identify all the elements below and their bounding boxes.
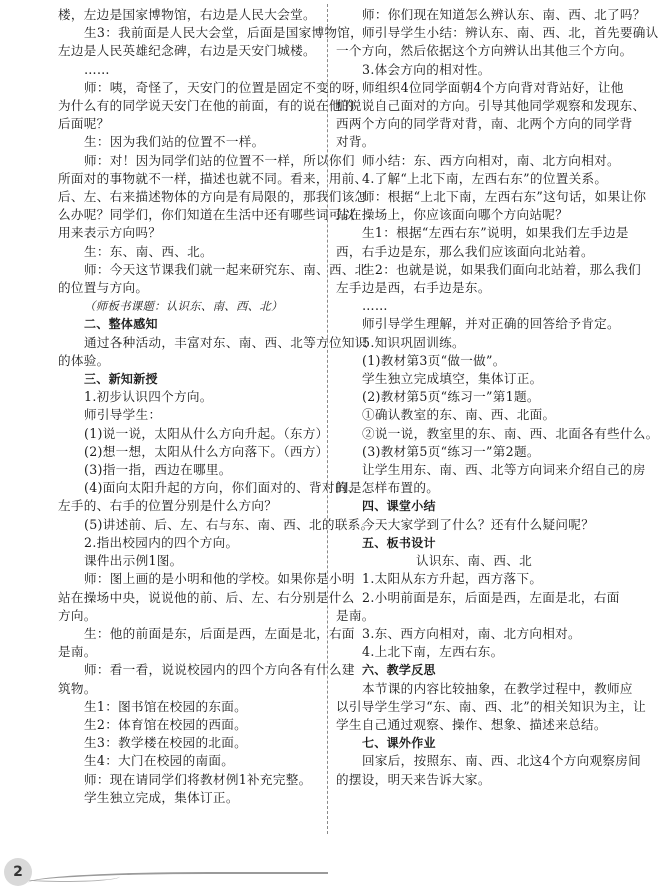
text-line: 为什么有的同学说天安门在他的前面，有的说在他的 <box>58 98 355 114</box>
text-line: (2)想一想，太阳从什么方向落下。（西方） <box>84 443 329 459</box>
text-line: 生：因为我们站的位置不一样。 <box>84 134 265 150</box>
text-line: 楼，左边是国家博物馆，右边是人民大会堂。 <box>58 7 316 22</box>
text-line: 本节课的内容比较抽象，在教学过程中，教师应 <box>362 680 633 696</box>
section-heading: 四、课堂小结 <box>362 499 436 514</box>
text-line: 方向。 <box>58 607 97 623</box>
text-line: 生1：图书馆在校园的东面。 <box>84 698 248 714</box>
text-line: 生2：也就是说，如果我们面向北站着，那么我们 <box>362 261 642 277</box>
footer-swoosh <box>28 872 328 890</box>
text-line: (4)面向太阳升起的方向，你们面对的、背对的、 <box>84 480 361 496</box>
text-line: 学生自己通过观察、操作、想象、描述来总结。 <box>336 716 607 732</box>
text-line: 师：图上画的是小明和他的学校。如果你是小明 <box>84 571 355 587</box>
section-heading: 二、整体感知 <box>84 317 158 332</box>
page-footer <box>0 852 646 892</box>
text-line: 师小结：东、西方向相对，南、北方向相对。 <box>362 152 620 168</box>
text-line: 通过各种活动，丰富对东、南、西、北等方位知识 <box>84 334 368 350</box>
text-line: 生2：体育馆在校园的西面。 <box>84 716 248 732</box>
text-line: （师板书课题：认识东、南、西、北） <box>84 299 283 314</box>
text-line: 站在操场上，你应该面向哪个方向站呢？ <box>336 207 569 223</box>
text-line: 师组织4位同学面朝4个方向背对背站好，让他 <box>362 79 624 95</box>
text-line: 筑物。 <box>58 680 97 696</box>
text-line: 西，右手边是东，那么我们应该面向北站着。 <box>336 243 594 259</box>
text-line: 生4：大门在校园的南面。 <box>84 753 235 769</box>
text-line: 是南。 <box>58 644 97 660</box>
right-column <box>336 6 659 789</box>
text-line: 生：东、南、西、北。 <box>84 243 213 259</box>
text-line: (3)教材第5页“练习一”第2题。 <box>362 443 540 459</box>
text-line: 的摆设，明天来告诉大家。 <box>336 771 491 787</box>
text-line: 么办呢？同学们，你们知道在生活中还有哪些词可以 <box>58 207 355 223</box>
text-line: 师：今天这节课我们就一起来研究东、南、西、北 <box>84 261 368 277</box>
page-number: 2 <box>4 858 32 886</box>
text-line: 西两个方向的同学背对背，南、北两个方向的同学背 <box>336 116 633 132</box>
text-line: 师：你们现在知道怎么辨认东、南、西、北了吗？ <box>362 7 646 22</box>
text-line: 让学生用东、南、西、北等方向词来介绍自己的房 <box>362 462 646 478</box>
text-line: (5)讲述前、后、左、右与东、南、西、北的联系。 <box>84 516 374 532</box>
text-line: 生3：教学楼在校园的北面。 <box>84 735 248 751</box>
section-heading: 七、课外作业 <box>362 736 436 751</box>
text-line: 2.指出校园内的四个方向。 <box>84 534 239 550</box>
text-line: 3.体会方向的相对性。 <box>362 61 491 77</box>
section-heading: 三、新知新授 <box>84 372 158 387</box>
text-line: 左手边是西，右手边是东。 <box>336 280 491 296</box>
column-divider <box>327 4 328 834</box>
text-line: 左边是人民英雄纪念碑，右边是天安门城楼。 <box>58 43 316 59</box>
text-line: (1)教材第3页“做一做”。 <box>362 352 506 368</box>
text-line: 生：他的前面是东，后面是西，左面是北，右面 <box>84 625 355 641</box>
text-line: 生3：我前面是人民大会堂，后面是国家博物馆， <box>84 25 364 41</box>
text-line: 的位置与方向。 <box>58 280 149 296</box>
text-line: 对背。 <box>336 134 375 150</box>
text-line: 师：咦，奇怪了，天安门的位置是固定不变的呀， <box>84 79 368 95</box>
text-line: (3)指一指，西边在哪里。 <box>84 462 232 478</box>
text-line: …… <box>84 61 110 77</box>
text-line: 学生独立完成，集体订正。 <box>84 789 239 805</box>
text-line: ②说一说，教室里的东、南、西、北面各有些什么。 <box>362 425 659 441</box>
text-line: 师：看一看，说说校园内的四个方向各有什么建 <box>84 662 355 678</box>
text-line: 间是怎样布置的。 <box>336 480 440 496</box>
text-line: 5.知识巩固训练。 <box>362 334 465 350</box>
text-line: 站在操场中央，说说他的前、后、左、右分别是什么 <box>58 589 355 605</box>
text-line: 的体验。 <box>58 352 110 368</box>
text-line: 回家后，按照东、南、西、北这4个方向观察房间 <box>362 753 642 769</box>
text-line: 一个方向，然后依据这个方向辨认出其他三个方向。 <box>336 43 633 59</box>
text-line: 师：根据“上北下南，左西右东”这句话，如果让你 <box>362 189 647 205</box>
text-line: 1.太阳从东方升起，西方落下。 <box>362 571 543 587</box>
text-line: 3.东、西方向相对，南、北方向相对。 <box>362 625 581 641</box>
text-line: (1)说一说，太阳从什么方向升起。（东方） <box>84 425 329 441</box>
text-line: 用来表示方向吗？ <box>58 225 162 241</box>
text-line: 认识东、南、西、北 <box>415 553 533 569</box>
text-line: 师引导学生小结：辨认东、南、西、北，首先要确认 <box>362 25 659 41</box>
section-heading: 五、板书设计 <box>362 535 436 550</box>
text-line: 左手的、右手的位置分别是什么方向？ <box>58 498 278 514</box>
text-line: 师：对！因为同学们站的位置不一样，所以你们 <box>84 152 355 168</box>
text-line: 4.上北下南，左西右东。 <box>362 644 504 660</box>
text-line: 们说说自己面对的方向。引导其他同学观察和发现东、 <box>336 98 646 114</box>
text-line: 今天大家学到了什么？还有什么疑问呢？ <box>362 516 595 532</box>
text-line: 是南。 <box>336 607 375 623</box>
text-line: 师引导学生理解，并对正确的回答给予肯定。 <box>362 316 620 332</box>
text-line: 2.小明前面是东，后面是西，左面是北，右面 <box>362 589 620 605</box>
text-line: 4.了解“上北下南，左西右东”的位置关系。 <box>362 170 608 186</box>
text-line: 生1：根据“左西右东”说明，如果我们左手边是 <box>362 225 629 241</box>
text-line: 后面呢？ <box>58 116 110 132</box>
text-line: 后、左、右来描述物体的方向是有局限的，那我们该怎 <box>58 189 368 205</box>
text-line: 学生独立完成填空，集体订正。 <box>362 371 543 387</box>
text-line: ①确认教室的东、南、西、北面。 <box>362 407 556 423</box>
text-line: 所面对的事物就不一样，描述也就不同。看来，用前、 <box>58 170 368 186</box>
text-line: 课件出示例1图。 <box>84 553 183 569</box>
text-line: 以引导学生学习“东、南、西、北”的相关知识为主，让 <box>336 698 647 714</box>
section-heading: 六、教学反思 <box>362 663 436 678</box>
text-line: …… <box>362 298 388 314</box>
text-line: 师引导学生： <box>84 407 162 423</box>
text-line: (2)教材第5页“练习一”第1题。 <box>362 389 540 405</box>
text-line: 1.初步认识四个方向。 <box>84 389 213 405</box>
text-line: 师：现在请同学们将教材例1补充完整。 <box>84 771 312 787</box>
